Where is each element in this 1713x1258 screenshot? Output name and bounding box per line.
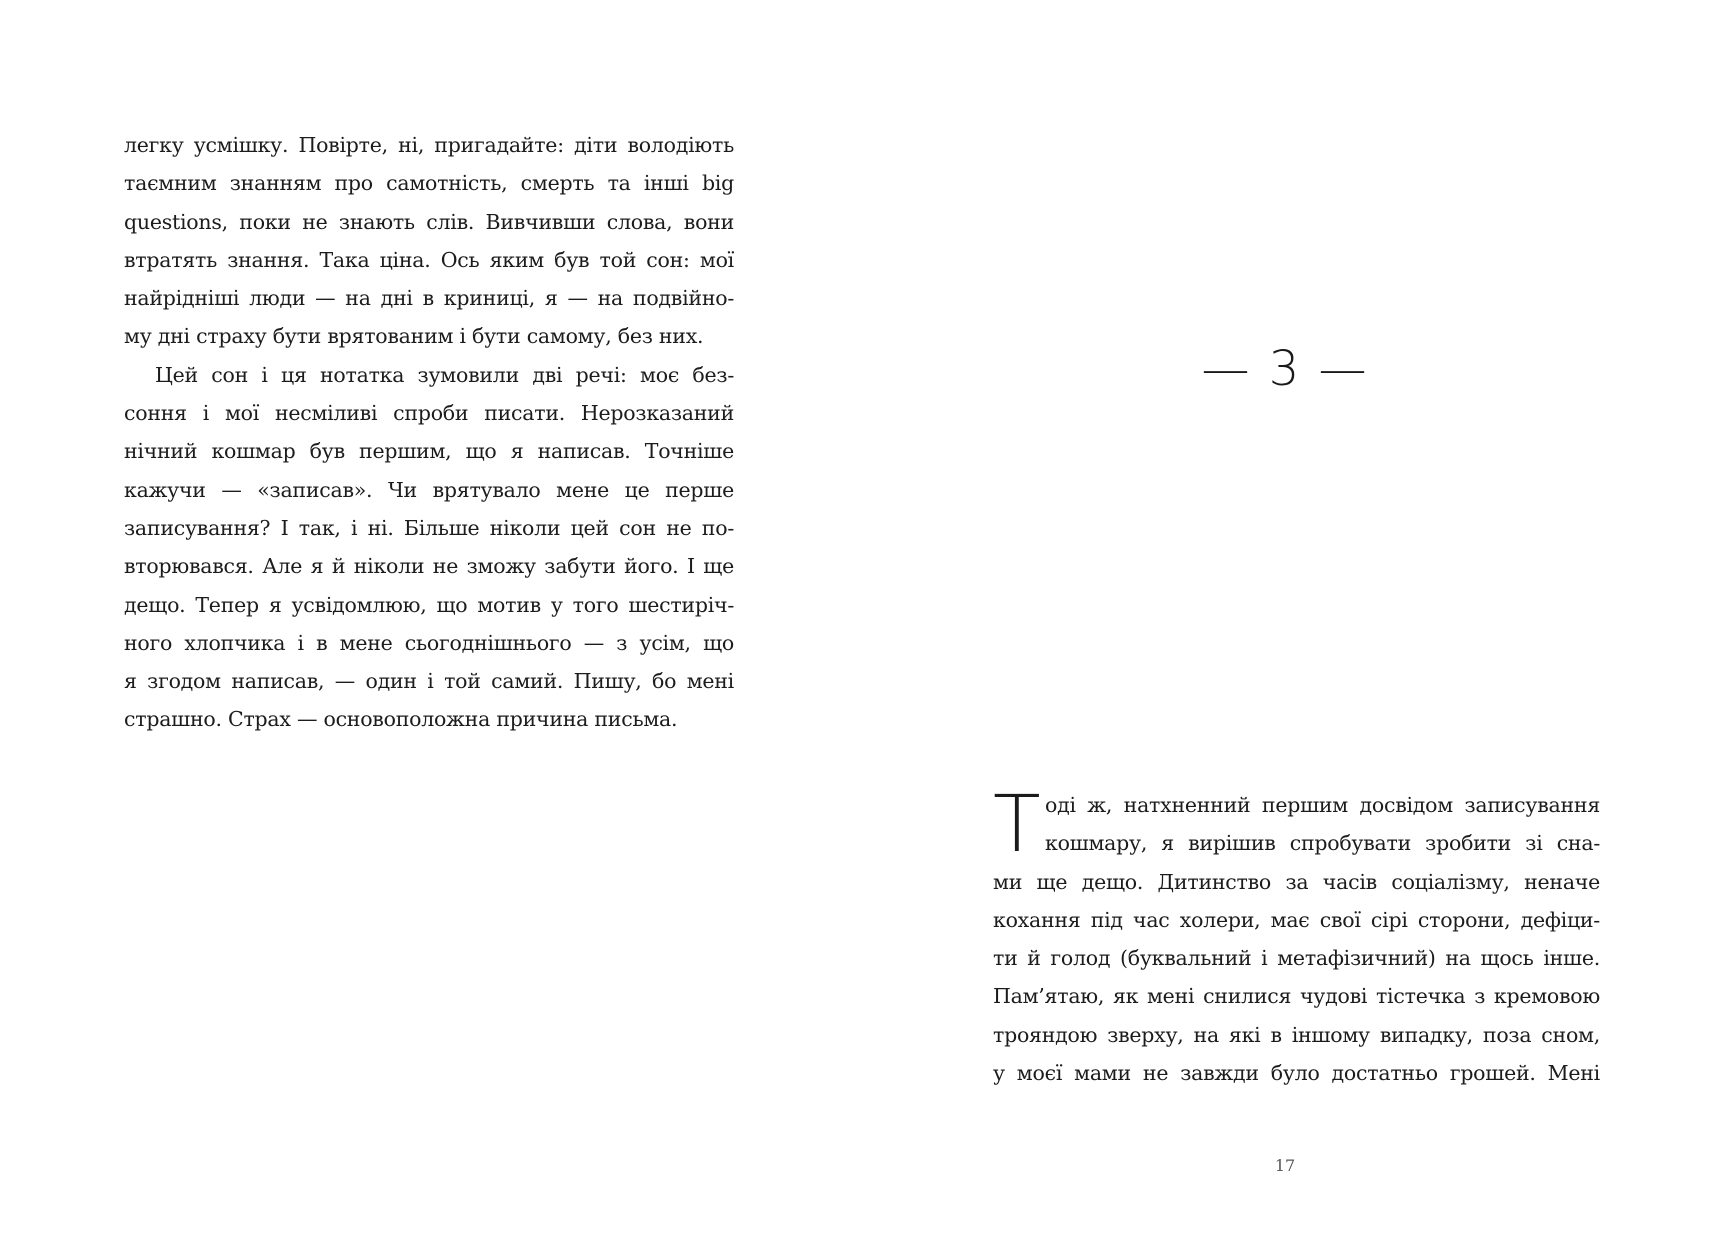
text-line: записування? І так, і ні. Більше ніколи цей сон не по- (124, 515, 734, 540)
text-line: Пам’ятаю, як мені снилися чудові тістечка з кремовою (993, 984, 1600, 1009)
right-page-text (993, 780, 1600, 1092)
text-line: нічний кошмар був першим, що я написав. Точніше (124, 439, 734, 464)
text-line: questions, поки не знають слів. Вивчивши слова, вони (124, 209, 734, 234)
text-line: втратять знання. Така ціна. Ось яким був той сон: мої (124, 247, 734, 272)
text-line: таємним знанням про самотність, смерть та інші big (124, 171, 734, 196)
text-line: ти й голод (буквальний і метафізичний) на щось інше. (993, 946, 1600, 971)
page-number: 17 (1274, 1156, 1296, 1175)
text-line: кохання під час холери, має свої сірі сторони, дефіци- (993, 907, 1600, 932)
text-line: кажучи — «записав». Чи врятувало мене це перше (124, 477, 734, 502)
drop-cap: Т (993, 780, 1041, 870)
text-line: найрідніші люди — на дні в криниці, я — на подвійно- (124, 286, 734, 311)
text-line: страшно. Страх — основоположна причина письма. (124, 707, 678, 732)
text-line: ми ще дещо. Дитинство за часів соціалізму, неначе (993, 869, 1600, 894)
text-line: вторювався. Але я й ніколи не зможу забути його. І ще (124, 554, 734, 579)
right-page (857, 0, 1713, 1258)
left-page-text (124, 126, 734, 739)
paragraph-first-line: Цей сон і ця нотатка зумовили дві речі: моє без- (155, 362, 734, 387)
chapter-number: — 3 — (1201, 341, 1369, 397)
text-line: дещо. Тепер я усвідомлюю, що мотив у того шестиріч- (124, 592, 734, 617)
text-line: му дні страху бути врятованим і бути самому, без них. (124, 324, 704, 349)
text-line: у моєї мами не завжди було достатньо грошей. Мені (993, 1061, 1600, 1086)
text-line: кошмару, я вирішив спробувати зробити зі сна- (1045, 831, 1600, 856)
text-line: соння і мої несміливі спроби писати. Нерозказаний (124, 401, 734, 426)
text-line: трояндою зверху, на які в іншому випадку, поза сном, (993, 1022, 1600, 1047)
left-page (0, 0, 856, 1258)
text-line: оді ж, натхненний першим досвідом записування (1045, 793, 1600, 817)
text-line: легку усмішку. Повірте, ні, пригадайте: діти володіють (124, 133, 734, 157)
text-line: я згодом написав, — один і той самий. Пишу, бо мені (124, 669, 734, 694)
text-line: ного хлопчика і в мене сьогоднішнього — з усім, що (124, 630, 734, 655)
